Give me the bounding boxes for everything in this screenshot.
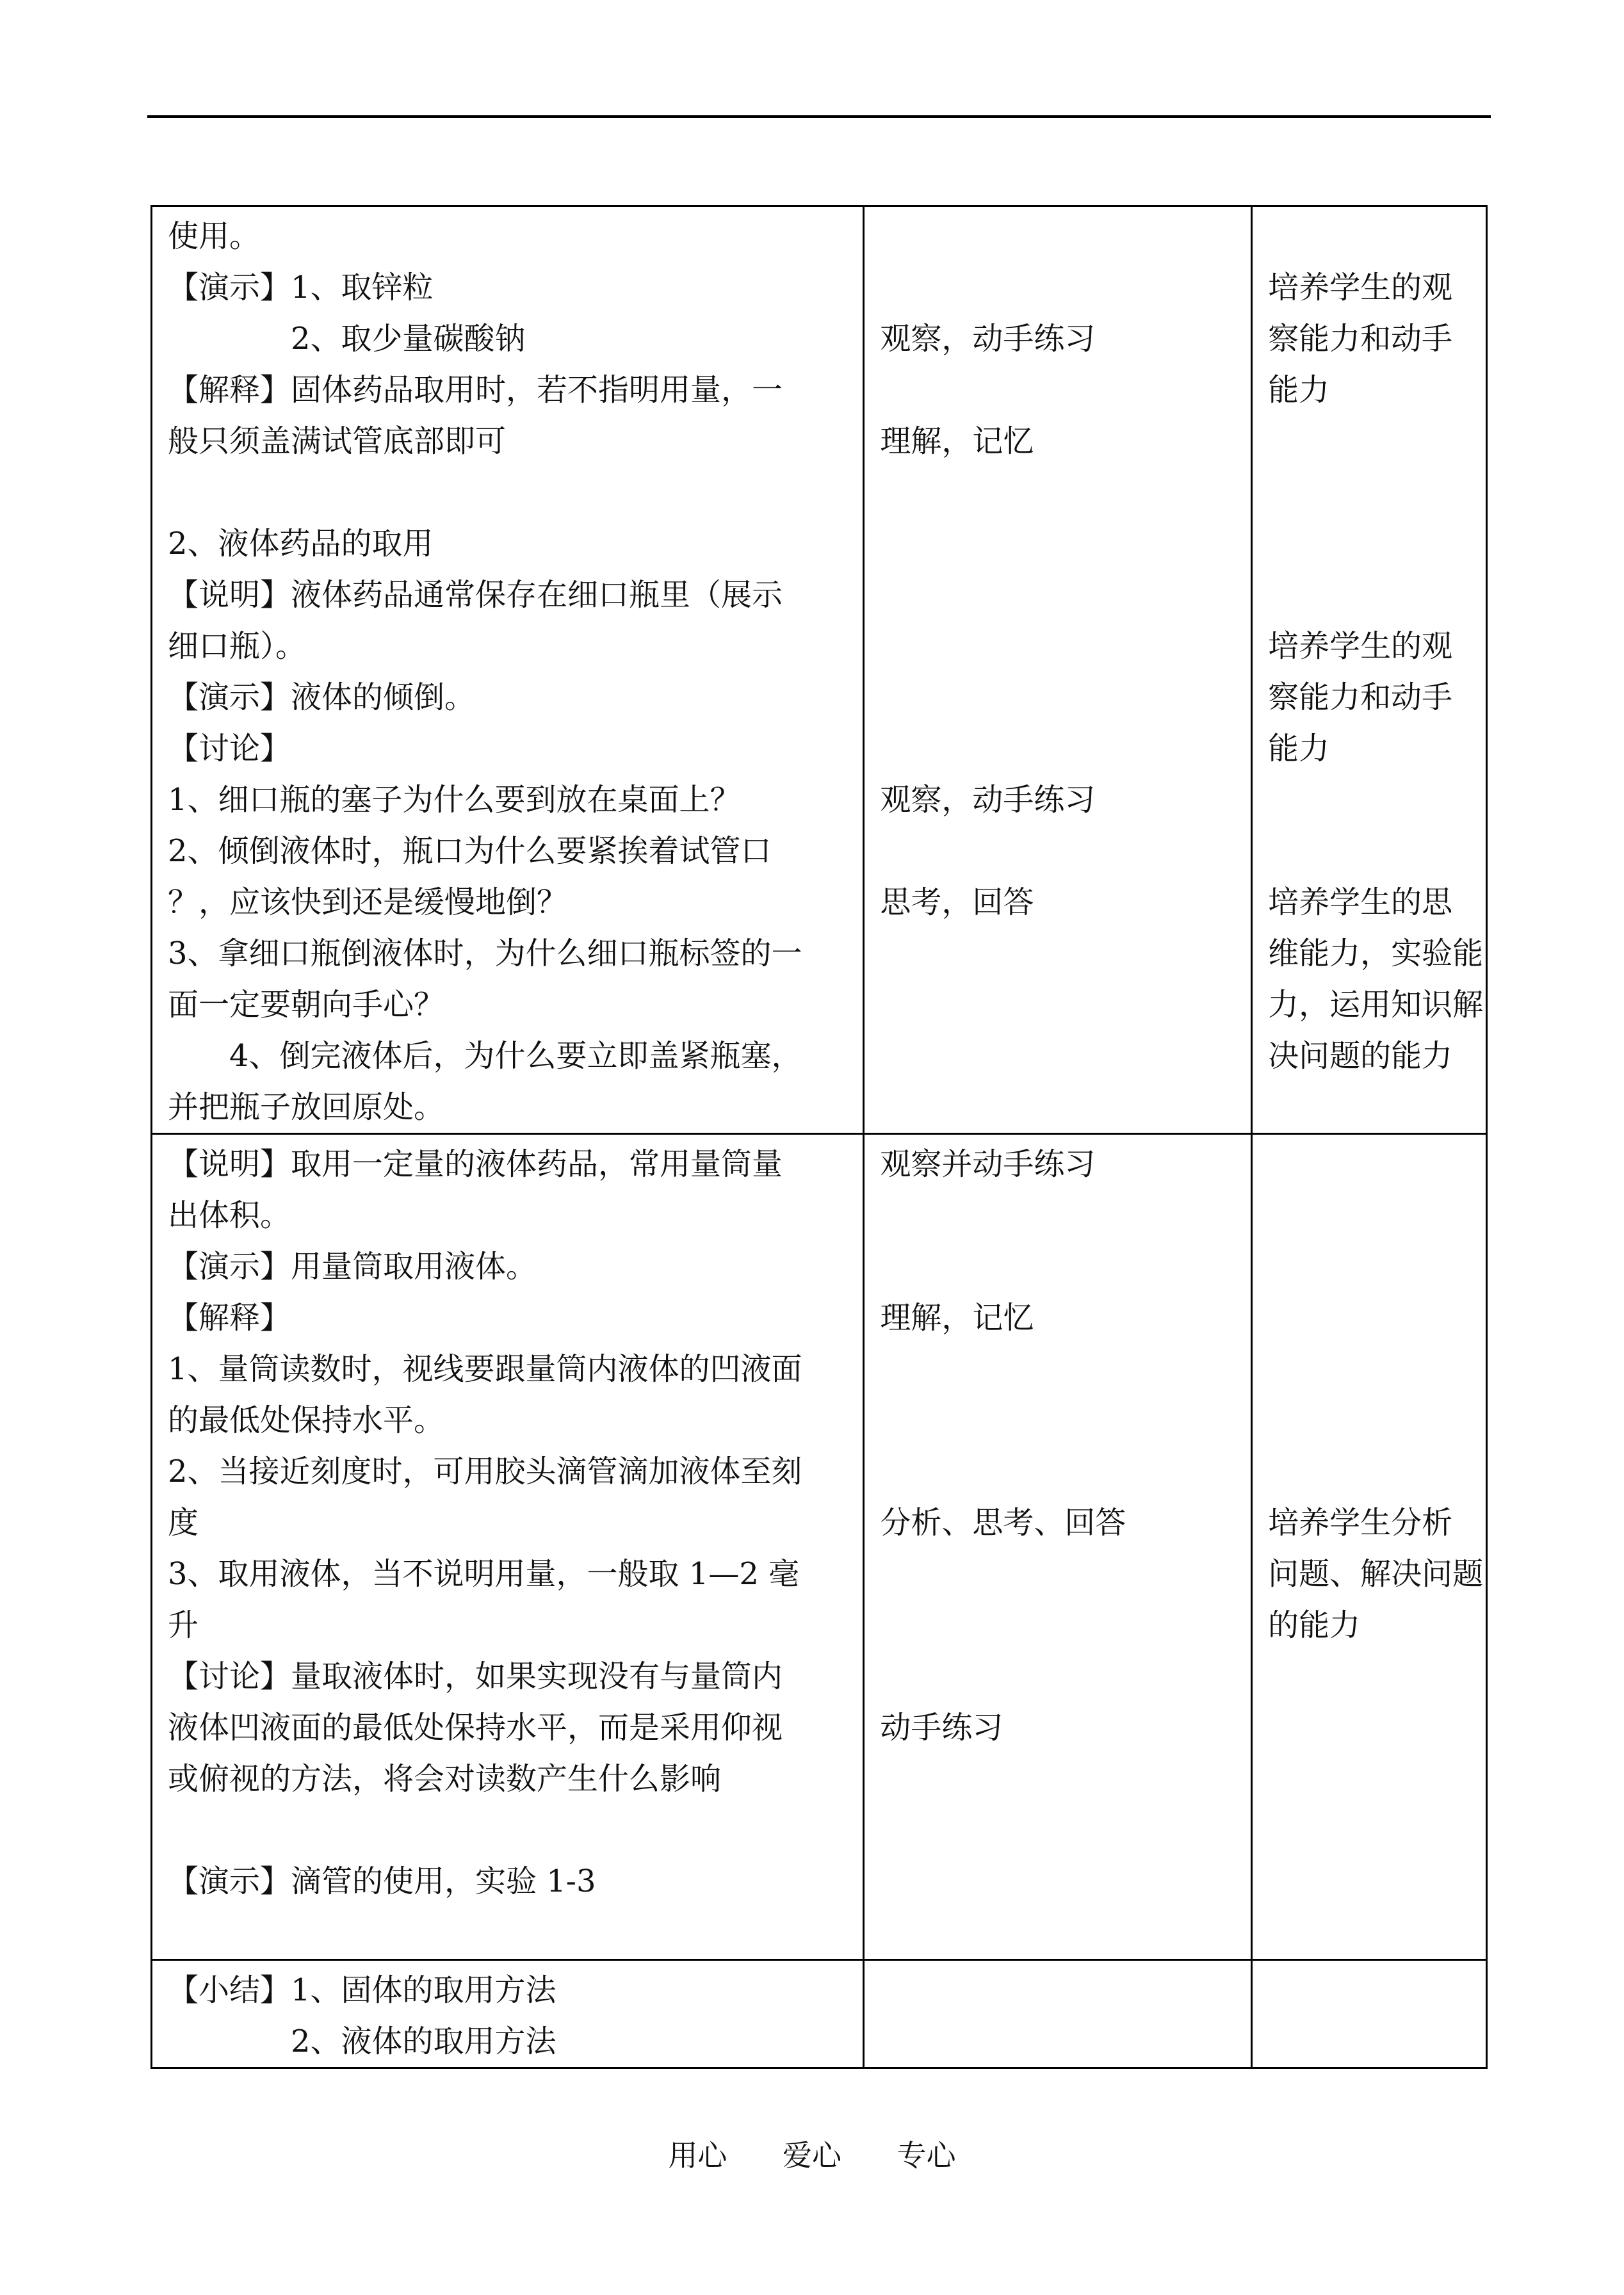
text-line: 【讨论】量取液体时，如果实现没有与量筒内 bbox=[168, 1658, 783, 1694]
design-intent-cell bbox=[1252, 1960, 1487, 2068]
text-line: 培养学生的思 bbox=[1268, 884, 1453, 920]
footer-text: 爱心 bbox=[783, 2138, 841, 2173]
text-line bbox=[168, 467, 847, 518]
text-line: 度 bbox=[168, 1505, 199, 1541]
text-line: 分析、思考、回答 bbox=[880, 1505, 1126, 1541]
text-line: 2、取少量碳酸钠 bbox=[168, 321, 526, 357]
text-line: 察能力和动手 bbox=[1268, 321, 1453, 357]
student-activity-cell bbox=[864, 1134, 1252, 1960]
text-line: 【演示】1、取锌粒 bbox=[168, 270, 434, 305]
table-row bbox=[152, 1134, 1487, 1960]
text-line: 2、当接近刻度时，可用胶头滴管滴加液体至刻 bbox=[168, 1454, 802, 1489]
header-rule bbox=[147, 115, 1491, 118]
text-line: 或俯视的方法，将会对读数产生什么影响 bbox=[168, 1761, 722, 1797]
lesson-plan-table bbox=[150, 205, 1488, 2069]
table-row bbox=[152, 206, 1487, 1134]
page-footer bbox=[0, 2132, 1624, 2175]
text-line: 3、拿细口瓶倒液体时，为什么细口瓶标签的一 bbox=[168, 936, 802, 971]
text-line bbox=[880, 569, 1235, 620]
text-line bbox=[1268, 1446, 1470, 1497]
text-line bbox=[880, 1241, 1235, 1292]
text-line bbox=[880, 1343, 1235, 1395]
text-line bbox=[880, 620, 1235, 672]
text-line: 思考，回答 bbox=[880, 884, 1034, 920]
text-line: 面一定要朝向手心？ bbox=[168, 987, 445, 1023]
student-activity-cell bbox=[864, 1960, 1252, 2068]
text-line: 3、取用液体，当不说明用量，一般取 1—2 毫 bbox=[168, 1556, 800, 1592]
text-line: 使用。 bbox=[168, 218, 261, 254]
text-line: 【解释】固体药品取用时，若不指明用量，一 bbox=[168, 372, 783, 408]
text-line: 【演示】液体的倾倒。 bbox=[168, 679, 476, 715]
text-line: 【演示】用量筒取用液体。 bbox=[168, 1249, 537, 1285]
text-line: 细口瓶）。 bbox=[168, 628, 307, 664]
text-line bbox=[880, 1600, 1235, 1651]
text-line: 【解释】 bbox=[168, 1300, 291, 1336]
text-line bbox=[880, 723, 1235, 774]
text-line bbox=[880, 364, 1235, 416]
text-line: 2、液体药品的取用 bbox=[168, 526, 434, 562]
text-line bbox=[1268, 1343, 1470, 1395]
text-line: 能力 bbox=[1268, 731, 1330, 766]
text-line bbox=[1268, 518, 1470, 569]
text-line: 的最低处保持水平。 bbox=[168, 1402, 445, 1438]
text-line bbox=[880, 1651, 1235, 1702]
text-line bbox=[1268, 569, 1470, 620]
teacher-activity-cell bbox=[152, 1134, 864, 1960]
text-line: 培养学生分析 bbox=[1268, 1505, 1453, 1541]
text-line: 培养学生的观 bbox=[1268, 270, 1453, 305]
text-line bbox=[880, 211, 1235, 262]
text-line: 维能力，实验能 bbox=[1268, 936, 1484, 971]
text-line: ？，应该快到还是缓慢地倒？ bbox=[168, 884, 568, 920]
text-line: 升 bbox=[168, 1607, 199, 1643]
text-line: 并把瓶子放回原处。 bbox=[168, 1089, 445, 1125]
text-line: 2、液体的取用方法 bbox=[168, 2023, 556, 2059]
text-line: 观察，动手练习 bbox=[880, 782, 1096, 818]
text-line: 2、倾倒液体时，瓶口为什么要紧挨着试管口 bbox=[168, 833, 772, 869]
text-line: 1、量筒读数时，视线要跟量筒内液体的凹液面 bbox=[168, 1351, 802, 1387]
text-line bbox=[880, 262, 1235, 313]
text-line bbox=[880, 1446, 1235, 1497]
table-row bbox=[152, 1960, 1487, 2068]
text-line: 液体凹液面的最低处保持水平，而是采用仰视 bbox=[168, 1710, 783, 1746]
student-activity-cell bbox=[864, 206, 1252, 1134]
text-line: 【说明】取用一定量的液体药品，常用量筒量 bbox=[168, 1146, 783, 1182]
text-line: 动手练习 bbox=[880, 1710, 1003, 1746]
design-intent-cell bbox=[1252, 1134, 1487, 1960]
text-line bbox=[1268, 211, 1470, 262]
text-line: 4、倒完液体后，为什么要立即盖紧瓶塞， bbox=[168, 1038, 802, 1074]
text-line: 观察，动手练习 bbox=[880, 321, 1096, 357]
text-line bbox=[1268, 1139, 1470, 1190]
design-intent-cell bbox=[1252, 206, 1487, 1134]
text-line bbox=[1268, 825, 1470, 877]
text-line bbox=[1268, 1292, 1470, 1343]
text-line bbox=[880, 467, 1235, 518]
text-line: 【讨论】 bbox=[168, 731, 291, 766]
text-line bbox=[1268, 1190, 1470, 1241]
teacher-activity-cell bbox=[152, 206, 864, 1134]
text-line bbox=[880, 672, 1235, 723]
text-line bbox=[1268, 1395, 1470, 1446]
text-line bbox=[880, 1395, 1235, 1446]
text-line: 能力 bbox=[1268, 372, 1330, 408]
text-line bbox=[880, 825, 1235, 877]
text-line: 理解，记忆 bbox=[880, 1300, 1034, 1336]
text-line: 【小结】1、固体的取用方法 bbox=[168, 1972, 556, 2008]
footer-text: 专心 bbox=[897, 2138, 956, 2173]
text-line bbox=[1268, 1241, 1470, 1292]
text-line: 观察并动手练习 bbox=[880, 1146, 1096, 1182]
text-line: 决问题的能力 bbox=[1268, 1038, 1453, 1074]
text-line bbox=[880, 518, 1235, 569]
footer-text: 用心 bbox=[668, 2138, 727, 2173]
text-line: 问题、解决问题 bbox=[1268, 1556, 1484, 1592]
text-line: 出体积。 bbox=[168, 1197, 291, 1233]
text-line: 理解，记忆 bbox=[880, 423, 1034, 459]
text-line bbox=[880, 1548, 1235, 1600]
text-line bbox=[1268, 467, 1470, 518]
text-line: 般只须盖满试管底部即可 bbox=[168, 423, 507, 459]
text-line: 力，运用知识解 bbox=[1268, 987, 1484, 1023]
text-line: 【演示】滴管的使用，实验 1-3 bbox=[168, 1863, 596, 1899]
text-line: 培养学生的观 bbox=[1268, 628, 1453, 664]
text-line bbox=[1268, 774, 1470, 825]
text-line bbox=[168, 1804, 847, 1856]
text-line: 察能力和动手 bbox=[1268, 679, 1453, 715]
text-line: 的能力 bbox=[1268, 1607, 1361, 1643]
text-line bbox=[1268, 416, 1470, 467]
text-line bbox=[880, 1190, 1235, 1241]
teacher-activity-cell bbox=[152, 1960, 864, 2068]
text-line: 【说明】液体药品通常保存在细口瓶里（展示 bbox=[168, 577, 783, 613]
text-line: 1、细口瓶的塞子为什么要到放在桌面上？ bbox=[168, 782, 741, 818]
